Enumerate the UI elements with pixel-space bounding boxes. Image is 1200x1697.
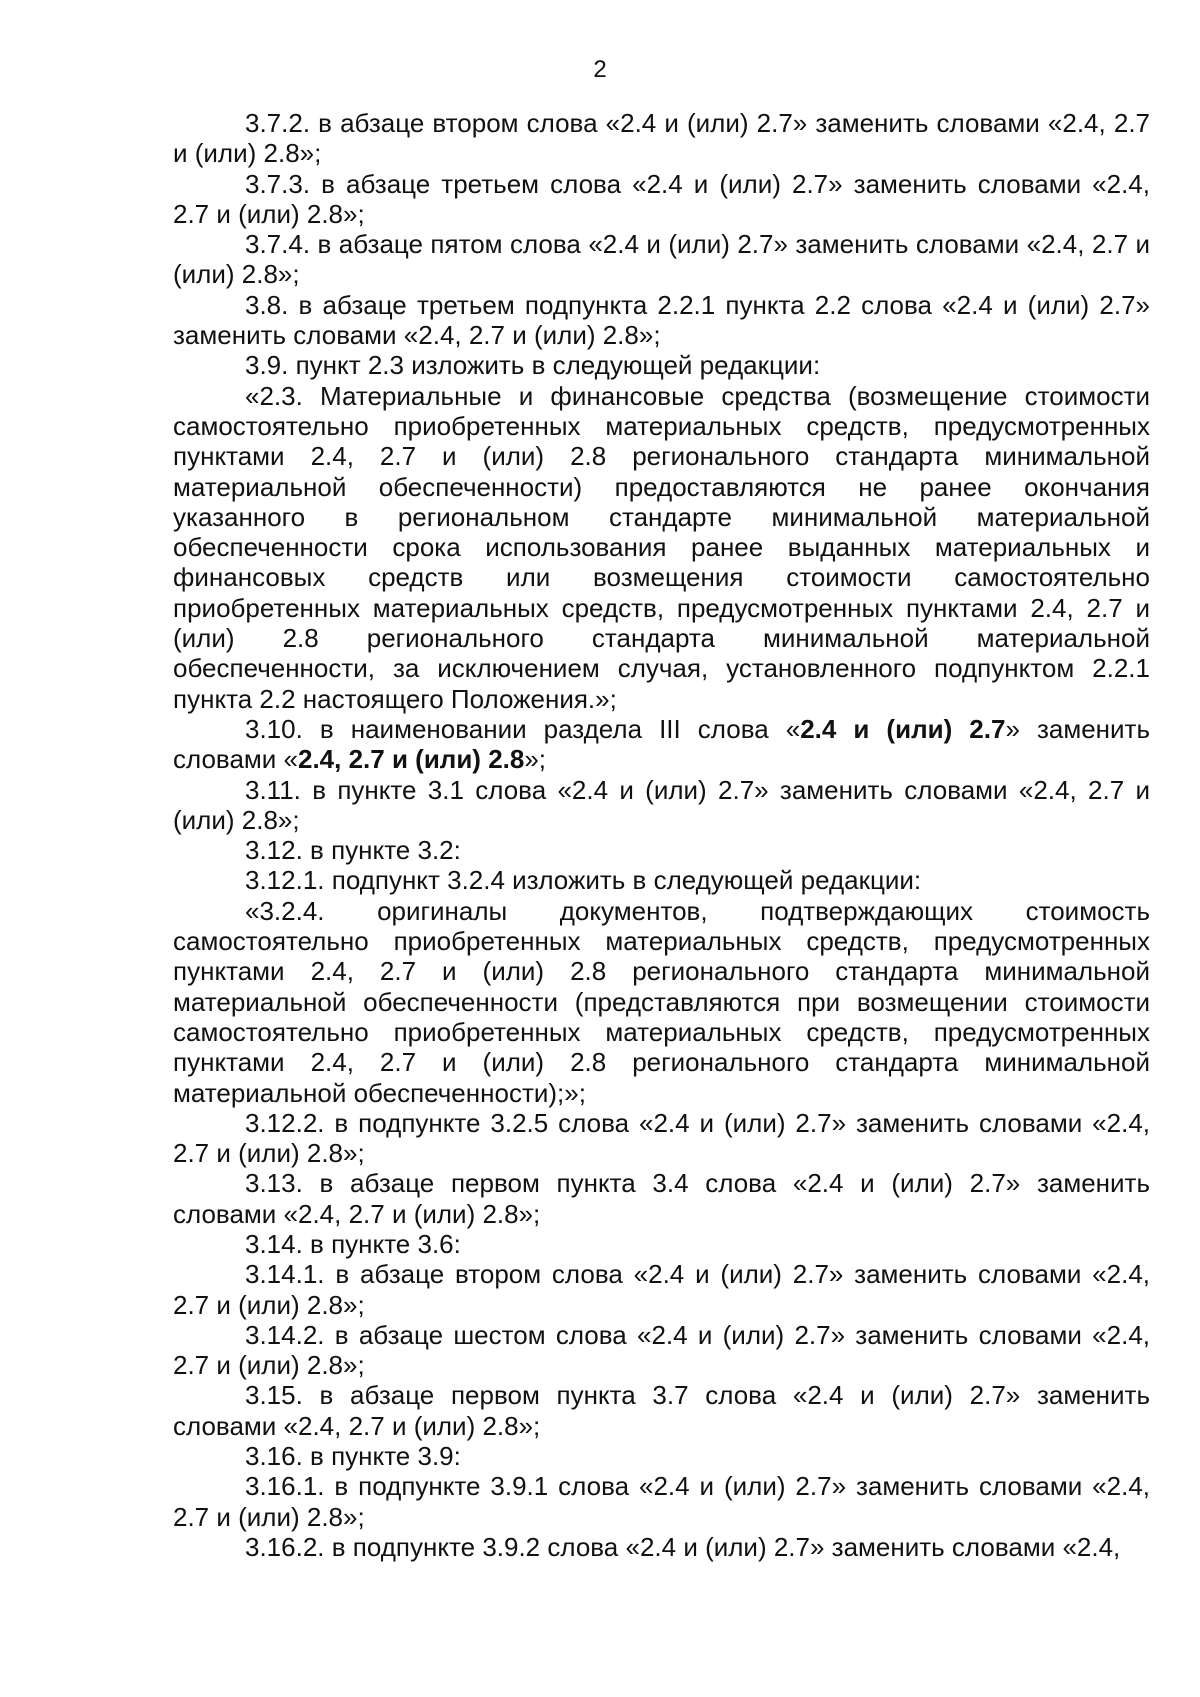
paragraph-3-16-2: 3.16.2. в подпункте 3.9.2 слова «2.4 и (или) 2.7» заменить словами «2.4, [245, 1531, 1121, 1562]
paragraph-3-14-2: 3.14.2. в абзаце шестом слова «2.4 и (или) 2.7» заменить словами «2.4, 2.7 и (или) 2.8»; [173, 1319, 1150, 1381]
paragraph-3-16-1: 3.16.1. в подпункте 3.9.1 слова «2.4 и (или) 2.7» заменить словами «2.4, 2.7 и (или) 2.8»; [173, 1471, 1150, 1532]
paragraph-3-13: 3.13. в абзаце первом пункта 3.4 слова «2.4 и (или) 2.7» заменить словами «2.4, 2.7 и (или) 2.8»; [173, 1168, 1150, 1229]
paragraph-3-7-4: 3.7.4. в абзаце пятом слова «2.4 и (или) 2.7» заменить словами «2.4, 2.7 и (или) 2.8»; [173, 229, 1150, 290]
paragraph-3-10-suffix: »; [524, 744, 547, 775]
paragraph-3-10-prefix: 3.10. в наименовании раздела III слова « [245, 713, 801, 744]
paragraph-3-11: 3.11. в пункте 3.1 слова «2.4 и (или) 2.7» заменить словами «2.4, 2.7 и (или) 2.8»; [173, 774, 1150, 835]
paragraph-3-7-3: 3.7.3. в абзаце третьем слова «2.4 и (или) 2.7» заменить словами «2.4, 2.7 и (или) 2.8»; [173, 168, 1150, 229]
quote-3-2-4: «3.2.4. оригиналы документов, подтверждающих стоимость самостоятельно приобретенных материальных средств, предусмотренных пунктами 2.4, 2.7 и (или) 2.8 регионального стандарта минимальной материальной обеспеченности (представляются при возмещении стоимости самостоятельно приобретенных материальных средств, предусмотренных пунктами 2.4, 2.7 и (или) 2.8 регионального стандарта минимальной материальной обеспеченности);»; [173, 895, 1150, 1108]
paragraph-3-12: 3.12. в пункте 3.2: [245, 835, 461, 866]
paragraph-3-14-1: 3.14.1. в абзаце втором слова «2.4 и (или) 2.7» заменить словами «2.4, 2.7 и (или) 2.8»; [173, 1259, 1150, 1320]
quote-2-3: «2.3. Материальные и финансовые средства (возмещение стоимости самостоятельно приобретенных материальных средств, предусмотренных пунктами 2.4, 2.7 и (или) 2.8 регионального стандарта минимальной материальной обеспеченности) предоставляются не ранее окончания указанного в региональном стандарте минимальной материальной обеспеченности срока использования ранее выданных материальных и финансовых средств или возмещения стоимости самостоятельно приобретенных материальных средств, предусмотренных пунктами 2.4, 2.7 и (или) 2.8 регионального стандарта минимальной материальной обеспеченности, за исключением случая, установленного подпунктом 2.2.1 пункта 2.2 настоящего Положения.»; [173, 380, 1150, 714]
paragraph-3-7-2: 3.7.2. в абзаце втором слова «2.4 и (или) 2.7» заменить словами «2.4, 2.7 и (или) 2.8»; [173, 108, 1150, 169]
paragraph-3-12-2: 3.12.2. в подпункте 3.2.5 слова «2.4 и (или) 2.7» заменить словами «2.4, 2.7 и (или) 2.8»; [173, 1107, 1150, 1169]
paragraph-3-14: 3.14. в пункте 3.6: [245, 1228, 461, 1259]
document-body [173, 108, 1150, 1562]
paragraph-3-10 [173, 714, 1150, 775]
paragraph-3-12-1: 3.12.1. подпункт 3.2.4 изложить в следующей редакции: [245, 865, 922, 896]
paragraph-3-10-old-bold: 2.4 и (или) 2.7 [800, 713, 1006, 744]
paragraph-3-8: 3.8. в абзаце третьем подпункта 2.2.1 пункта 2.2 слова «2.4 и (или) 2.7» заменить словами «2.4, 2.7 и (или) 2.8»; [173, 289, 1150, 351]
page-number: 2 [593, 56, 607, 83]
paragraph-3-10-new-bold: 2.4, 2.7 и (или) 2.8 [298, 744, 525, 775]
paragraph-3-9: 3.9. пункт 2.3 изложить в следующей редакции: [245, 350, 821, 381]
paragraph-3-15: 3.15. в абзаце первом пункта 3.7 слова «2.4 и (или) 2.7» заменить словами «2.4, 2.7 и (или) 2.8»; [173, 1380, 1150, 1441]
paragraph-3-10-middle: » заменить словами « [173, 713, 1150, 775]
paragraph-3-16: 3.16. в пункте 3.9: [245, 1441, 461, 1472]
